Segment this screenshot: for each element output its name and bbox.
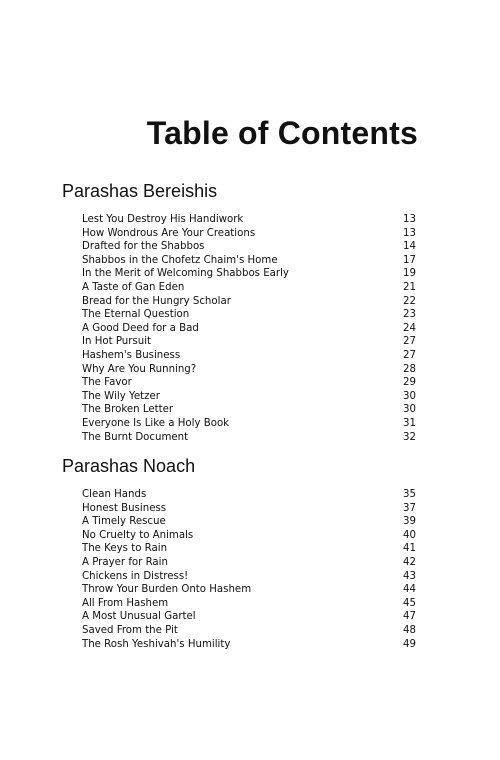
- entry-title: Honest Business: [82, 502, 167, 514]
- toc-entry: [82, 349, 418, 363]
- entry-page-number: 49: [403, 638, 416, 650]
- toc-entry: [82, 542, 418, 556]
- toc-entry: [82, 267, 418, 281]
- toc-entry: [82, 431, 418, 445]
- toc-entry: [82, 488, 418, 502]
- toc-entry: [82, 335, 418, 349]
- entry-page-number: 29: [403, 377, 416, 389]
- entry-title: A Prayer for Rain: [82, 556, 168, 568]
- entry-page-number: 40: [403, 529, 416, 541]
- toc-entry: [82, 556, 418, 570]
- entry-page-number: 44: [403, 584, 416, 596]
- entry-page-number: 37: [403, 502, 416, 514]
- entry-page-number: 23: [403, 309, 416, 321]
- entry-page-number: 17: [403, 254, 416, 266]
- entry-page-number: 32: [403, 431, 416, 443]
- entry-title: Drafted for the Shabbos: [82, 241, 205, 253]
- entry-title: In Hot Pursuit: [82, 336, 152, 348]
- toc-entry: [82, 227, 418, 241]
- entry-page-number: 28: [403, 363, 416, 375]
- entry-page-number: 24: [403, 322, 416, 334]
- entry-page-number: 42: [403, 556, 416, 568]
- entry-title: A Most Unusual Gartel: [82, 611, 196, 623]
- entry-title: How Wondrous Are Your Creations: [82, 227, 256, 239]
- entry-title: The Broken Letter: [82, 404, 174, 416]
- toc-entry: [82, 502, 418, 516]
- entry-list: [62, 213, 418, 444]
- toc-entry: [82, 570, 418, 584]
- entry-page-number: 22: [403, 295, 416, 307]
- section-parashas-noach: [62, 452, 418, 651]
- toc-entry: [82, 638, 418, 652]
- toc-entry: [82, 281, 418, 295]
- entry-page-number: 47: [403, 611, 416, 623]
- entry-title: Hashem's Business: [82, 349, 181, 361]
- section-parashas-bereishis: [62, 177, 418, 444]
- toc-entry: [82, 308, 418, 322]
- entry-title: Bread for the Hungry Scholar: [82, 295, 231, 307]
- toc-entry: [82, 363, 418, 377]
- toc-entry: [82, 376, 418, 390]
- entry-title: Lest You Destroy His Handiwork: [82, 214, 244, 225]
- entry-page-number: 21: [403, 281, 416, 293]
- entry-title: The Favor: [82, 377, 132, 389]
- toc-entry: [82, 295, 418, 309]
- entry-page-number: 30: [403, 404, 416, 416]
- toc-entry: [82, 610, 418, 624]
- toc-entry: [82, 624, 418, 638]
- entry-title: All From Hashem: [82, 597, 169, 609]
- entry-title: A Timely Rescue: [82, 516, 166, 528]
- entry-page-number: 45: [403, 597, 416, 609]
- entry-title: Clean Hands: [82, 489, 147, 500]
- entry-title: In the Merit of Welcoming Shabbos Early: [82, 268, 289, 280]
- toc-entry: [82, 597, 418, 611]
- entry-title: Saved From the Pit: [82, 624, 178, 636]
- entry-page-number: 30: [403, 390, 416, 402]
- toc-entry: [82, 403, 418, 417]
- entry-title: The Wily Yetzer: [82, 390, 160, 402]
- entry-page-number: 27: [403, 349, 416, 361]
- toc-entry: [82, 529, 418, 543]
- toc-entry: [82, 390, 418, 404]
- toc-entry: [82, 254, 418, 268]
- page-title: Table of Contents: [146, 115, 418, 151]
- toc-entry: [82, 240, 418, 254]
- section-heading: Parashas Noach: [62, 456, 196, 476]
- entry-page-number: 41: [403, 543, 416, 555]
- entry-list: [62, 488, 418, 651]
- toc-entry: [82, 583, 418, 597]
- entry-title: The Rosh Yeshivah's Humility: [82, 638, 231, 650]
- section-heading: Parashas Bereishis: [62, 181, 218, 201]
- entry-page-number: 13: [403, 214, 416, 225]
- entry-page-number: 39: [403, 516, 416, 528]
- entry-page-number: 31: [403, 417, 416, 429]
- entry-page-number: 19: [403, 268, 416, 280]
- toc-entry: [82, 515, 418, 529]
- entry-page-number: 43: [403, 570, 416, 582]
- entry-title: Throw Your Burden Onto Hashem: [82, 584, 252, 596]
- toc-entry: [82, 322, 418, 336]
- entry-title: Everyone Is Like a Holy Book: [82, 417, 230, 429]
- entry-title: A Good Deed for a Bad: [82, 322, 199, 334]
- toc-entry: [82, 417, 418, 431]
- entry-title: Why Are You Running?: [82, 363, 197, 375]
- entry-page-number: 27: [403, 336, 416, 348]
- entry-page-number: 14: [403, 241, 416, 253]
- entry-title: The Eternal Question: [82, 309, 190, 321]
- entry-page-number: 35: [403, 489, 416, 500]
- entry-title: A Taste of Gan Eden: [82, 281, 185, 293]
- entry-page-number: 48: [403, 624, 416, 636]
- entry-title: The Burnt Document: [82, 431, 189, 443]
- entry-page-number: 13: [403, 227, 416, 239]
- entry-title: Shabbos in the Chofetz Chaim's Home: [82, 254, 278, 266]
- toc-entry: [82, 213, 418, 227]
- entry-title: The Keys to Rain: [82, 543, 168, 555]
- entry-title: No Cruelty to Animals: [82, 529, 194, 541]
- entry-title: Chickens in Distress!: [82, 570, 189, 582]
